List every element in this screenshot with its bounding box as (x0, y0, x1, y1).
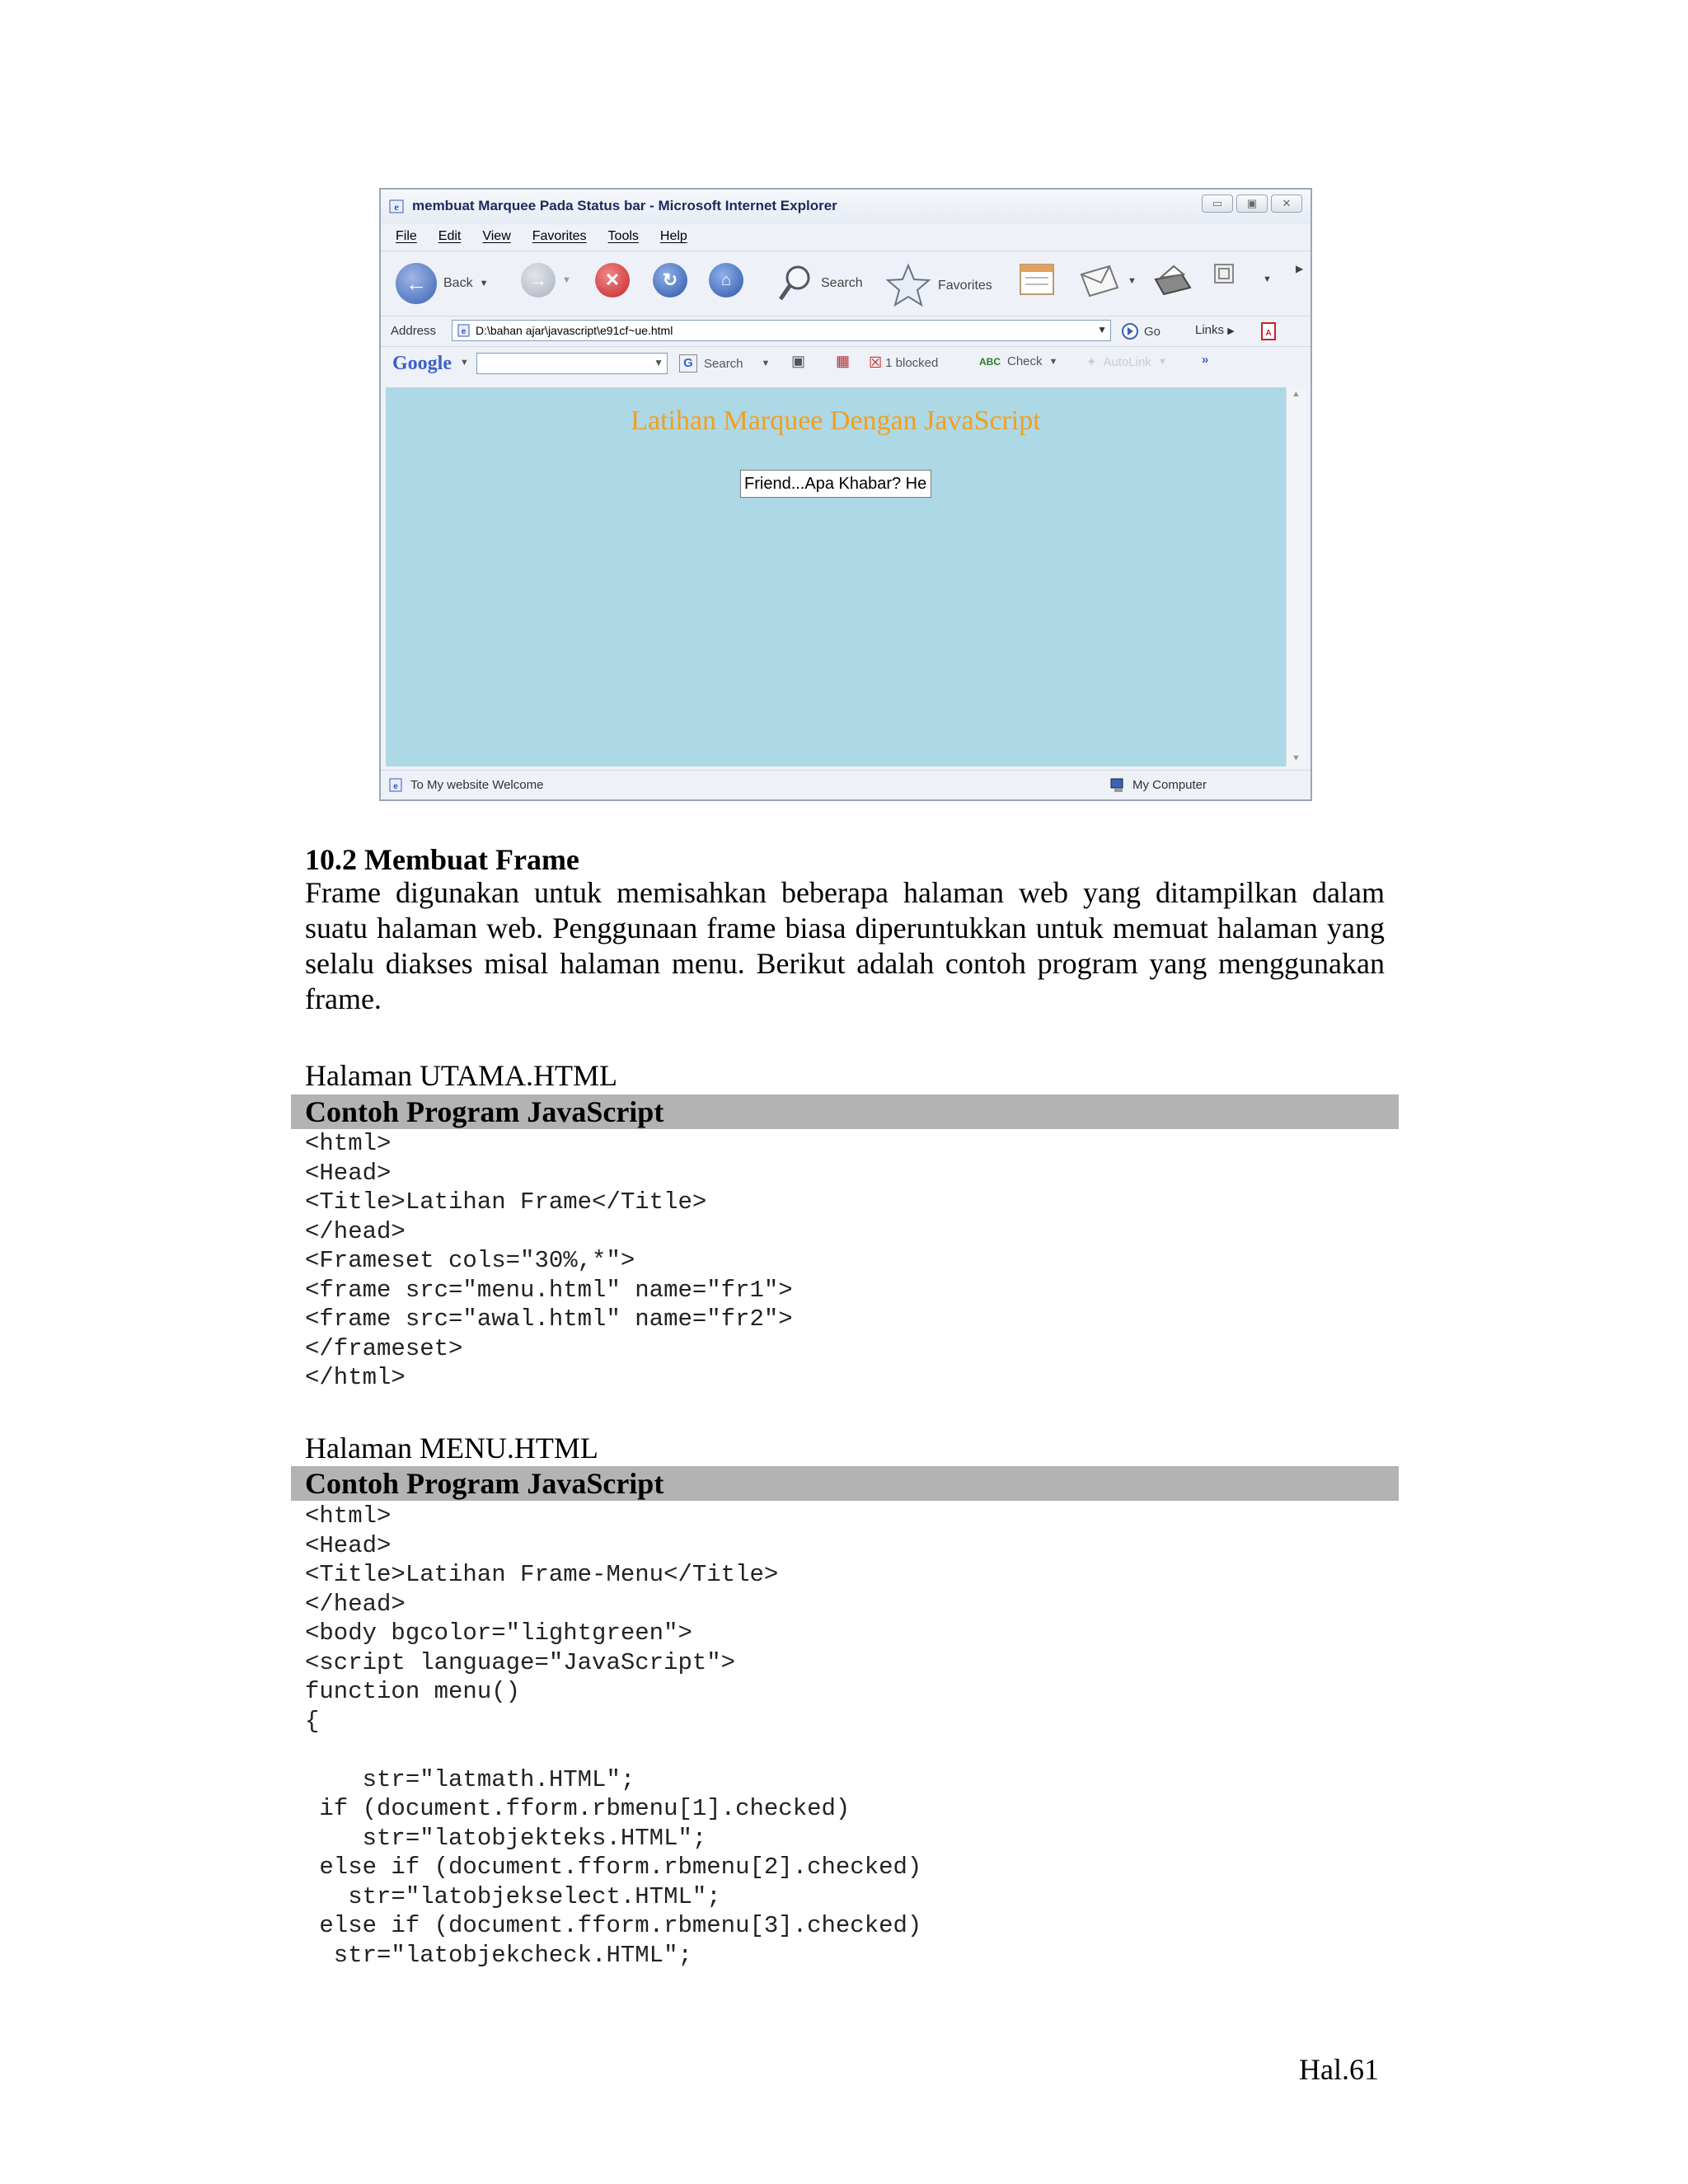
popup-blocker[interactable] (869, 354, 938, 372)
example1-code-header: Contoh Program JavaScript (291, 1094, 1399, 1129)
ie-icon (389, 198, 406, 214)
autolink-button[interactable] (1086, 354, 1167, 369)
links-button[interactable]: Links ▶ (1195, 323, 1235, 337)
example2-label: Halaman MENU.HTML (305, 1432, 598, 1465)
history-icon (1019, 263, 1055, 296)
blocked-icon: ☒ (869, 354, 883, 371)
print-button[interactable] (1149, 263, 1192, 299)
go-button[interactable] (1121, 322, 1160, 340)
svg-text:e: e (393, 782, 398, 791)
chevron-down-icon[interactable]: ▼ (761, 359, 771, 368)
chevron-down-icon[interactable]: ▼ (1097, 324, 1107, 335)
menu-file[interactable]: File (396, 229, 417, 243)
section-heading: 10.2 Membuat Frame (305, 843, 579, 876)
menu-help[interactable]: Help (659, 229, 687, 243)
address-value: D:\bahan ajar\javascript\e91cf~ue.html (476, 324, 673, 337)
svg-text:A: A (1265, 329, 1272, 338)
spellcheck-icon: ABC (979, 355, 1001, 368)
history-button[interactable] (1019, 263, 1055, 296)
mail-button[interactable] (1078, 263, 1137, 299)
star-icon (885, 263, 931, 309)
chevron-down-icon[interactable]: ▼ (1263, 274, 1272, 284)
pagerank-icon[interactable]: ▦ (836, 353, 851, 369)
section-paragraph: Frame digunakan untuk memisahkan beberapa halaman web yang ditampilkan dalam suatu halaman web. Penggunaan frame biasa diperuntukkan untuk memuat halaman yang selalu diakses misal halaman menu. Berikut adalah contoh program yang menggunakan frame. (305, 876, 1385, 1015)
zone-label: My Computer (1132, 778, 1207, 792)
google-search-button[interactable] (679, 354, 770, 373)
status-bar (381, 770, 1311, 800)
google-search-label: Search (704, 356, 743, 371)
page-content (386, 387, 1286, 766)
forward-arrow-icon: → (521, 263, 556, 298)
page-number: Hal.61 (1299, 2053, 1379, 2086)
menu-favorites[interactable]: Favorites (532, 229, 587, 243)
go-label: Go (1144, 324, 1161, 339)
check-label: Check (1007, 354, 1043, 368)
title-bar (381, 190, 1311, 224)
window-title: membuat Marquee Pada Status bar - Microsoft Internet Explorer (412, 198, 837, 213)
chevron-down-icon[interactable]: ▼ (1048, 356, 1058, 367)
search-icon (776, 263, 814, 304)
scroll-down-icon[interactable]: ▼ (1292, 753, 1301, 763)
refresh-button[interactable] (653, 263, 687, 298)
page-icon (457, 324, 471, 337)
chevron-down-icon[interactable]: ▼ (1128, 276, 1137, 286)
status-text: To My website Welcome (410, 778, 544, 792)
close-button[interactable]: ✕ (1271, 194, 1302, 213)
maximize-button[interactable]: ▣ (1236, 194, 1268, 213)
more-chevron-icon[interactable]: » (1202, 353, 1209, 367)
google-search-input[interactable] (476, 353, 668, 374)
svg-text:e: e (394, 201, 399, 213)
google-toolbar (381, 348, 1311, 379)
chevron-down-icon[interactable]: ▼ (562, 275, 571, 285)
google-logo: Google (392, 353, 452, 374)
computer-icon (1109, 777, 1128, 794)
chevron-down-icon[interactable]: ▼ (479, 279, 489, 288)
home-icon: ⌂ (709, 263, 743, 298)
toolbar-extra-button[interactable] (1213, 263, 1235, 284)
address-label: Address (391, 324, 437, 338)
browser-screenshot (379, 188, 1312, 801)
address-input[interactable] (452, 320, 1111, 341)
chevron-down-icon[interactable]: ▼ (1157, 357, 1167, 367)
search-button[interactable] (776, 263, 863, 304)
example2-code: <html> <Head> <Title>Latihan Frame-Menu</Title> </head> <body bgcolor="lightgreen"> <script language="JavaScript"> function menu() { str="latmath.HTML"; if (document.fform.rbmenu[1].checked) str="latobjekteks.HTML"; else if (document.fform.rbmenu[2].checked) str="latobjekselect.HTML"; else if (document.fform.rbmenu[3].checked) str="latobjekcheck.HTML"; (305, 1502, 922, 1969)
chevron-right-icon[interactable]: ▶ (1296, 263, 1304, 274)
go-arrow-icon (1121, 322, 1139, 340)
search-label: Search (821, 276, 863, 290)
favorites-button[interactable] (885, 263, 992, 309)
chevron-down-icon[interactable]: ▼ (654, 357, 663, 368)
printer-icon (1149, 263, 1192, 299)
page-heading: Latihan Marquee Dengan JavaScript (631, 405, 1041, 436)
chevron-down-icon[interactable]: ▼ (460, 358, 469, 368)
pdf-icon[interactable] (1259, 321, 1281, 341)
menu-tools[interactable]: Tools (607, 229, 639, 243)
home-button[interactable] (709, 263, 743, 298)
scroll-up-icon[interactable]: ▲ (1292, 389, 1301, 399)
stop-icon: ✕ (595, 263, 630, 298)
autolink-label: AutoLink (1103, 354, 1151, 369)
autolink-icon: ✦ (1086, 355, 1097, 369)
favorites-label: Favorites (938, 279, 992, 293)
news-icon[interactable]: ▣ (791, 353, 806, 369)
back-label: Back (443, 276, 473, 290)
links-label: Links (1195, 323, 1225, 337)
back-button[interactable] (396, 263, 488, 304)
google-g-icon: G (679, 354, 697, 373)
menu-edit[interactable]: Edit (438, 229, 462, 243)
blocked-label: 1 blocked (885, 356, 939, 370)
back-arrow-icon: ← (396, 263, 437, 304)
minimize-button[interactable]: ▭ (1202, 194, 1233, 213)
page-icon (389, 778, 404, 793)
toolbar (381, 251, 1311, 316)
example1-label: Halaman UTAMA.HTML (305, 1059, 618, 1092)
forward-button[interactable] (521, 263, 571, 298)
marquee-textbox[interactable]: Friend...Apa Khabar? He (740, 470, 931, 498)
window-icon (1213, 263, 1235, 284)
stop-button[interactable] (595, 263, 630, 298)
example2-code-header: Contoh Program JavaScript (291, 1466, 1399, 1501)
refresh-icon: ↻ (653, 263, 687, 298)
svg-text:e: e (461, 327, 467, 336)
vertical-scrollbar[interactable] (1286, 387, 1306, 766)
spell-check-button[interactable] (979, 354, 1057, 368)
menu-view[interactable]: View (482, 229, 511, 243)
example1-code: <html> <Head> <Title>Latihan Frame</Title> </head> <Frameset cols="30%,*"> <frame src="menu.html" name="fr1"> <frame src="awal.html" name="fr2"> </frameset> </html> (305, 1130, 793, 1391)
address-bar (381, 316, 1311, 347)
mail-icon (1078, 263, 1121, 299)
menu-bar (381, 224, 1311, 249)
